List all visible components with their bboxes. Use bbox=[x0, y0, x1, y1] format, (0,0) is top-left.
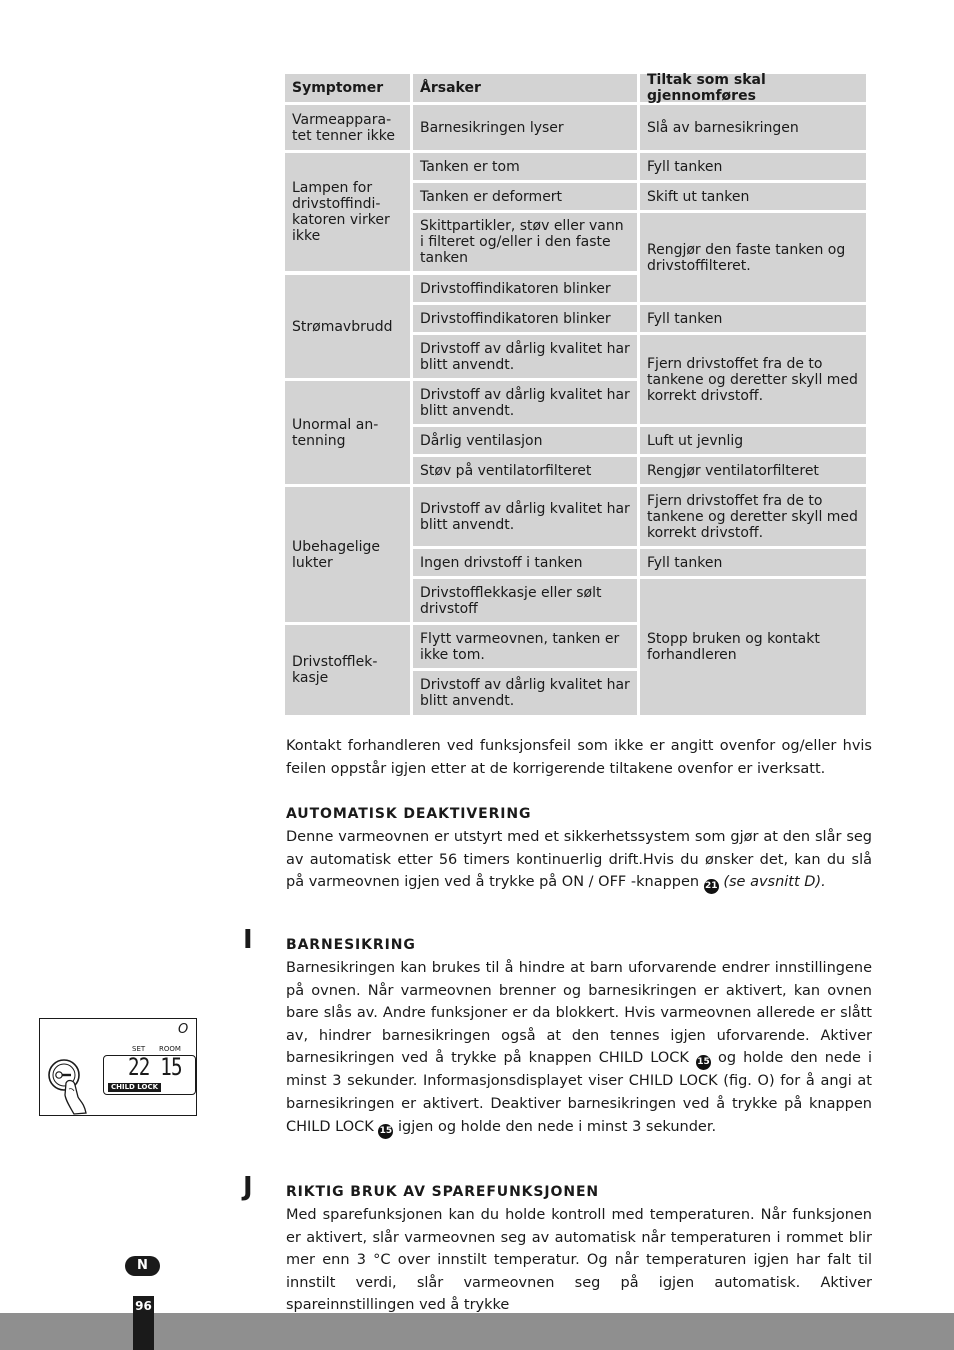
table-cause-cell: Ingen drivstoff i tanken bbox=[413, 549, 637, 576]
table-action-cell: Luft ut jevnlig bbox=[640, 427, 866, 454]
table-symptom-cell: Strømavbrudd bbox=[285, 275, 410, 378]
table-symptom-cell: Ubehagelige lukter bbox=[285, 487, 410, 622]
table-action-cell: Rengjør ventilatorfilteret bbox=[640, 457, 866, 484]
table-header-symptoms: Symptomer bbox=[285, 74, 410, 102]
table-action-cell: Skift ut tanken bbox=[640, 183, 866, 210]
table-action-cell: Stopp bruken og kontakt forhandleren bbox=[640, 579, 866, 715]
contact-paragraph: Kontakt forhandleren ved funksjonsfeil som ikke er angitt ovenfor og/eller hvis feilen oppstår igjen etter at de korrigerende tiltakene ovenfor er iverksatt. bbox=[286, 738, 872, 777]
table-cause-cell: Barnesikringen lyser bbox=[413, 105, 637, 150]
reference-number-badge: 21 bbox=[704, 879, 719, 894]
child-lock-paragraph: Barnesikringen kan brukes til å hindre at barn uforvarende endrer innstillingene på ovnen. Når varmeovnen brenner og barnesikringen er aktivert, kan ovnen bare slås av. Andre funksjoner er da blokkert. Hvis varmeovnen allerede er slått av, hindrer barnesikringen også at den tennes igjen uforvarende. Aktiver barnesikringen ved å trykke på knappen CHILD LOCK 15 og holde den nede i minst 3 sekunder. Informasjonsdisplayet viser CHILD LOCK (fig. O) for å angi at barnesikringen er aktivert. Deaktiver barnesikringen ved å trykke på knappen CHILD LOCK 15 igjen og holde den nede i minst 3 sekunder. bbox=[286, 957, 872, 1139]
table-cause-cell: Støv på ventilatorfilteret bbox=[413, 457, 637, 484]
table-cause-cell: Tanken er tom bbox=[413, 153, 637, 180]
reference-number-badge: 15 bbox=[378, 1124, 393, 1139]
table-cause-cell: Flytt varmeovnen, tanken er ikke tom. bbox=[413, 625, 637, 668]
section-letter-j: J bbox=[243, 1172, 253, 1202]
lcd-digits: 22 15 bbox=[128, 1053, 182, 1081]
table-header-causes: Årsaker bbox=[413, 74, 637, 102]
table-cause-cell: Drivstoffindikatoren blinker bbox=[413, 275, 637, 302]
table-header-actions: Tiltak som skal gjennomføres bbox=[640, 74, 866, 102]
table-action-cell: Fjern drivstoffet fra de to tankene og deretter skyll med korrekt drivstoff. bbox=[640, 487, 866, 546]
auto-deactivation-heading: AUTOMATISK DEAKTIVERING bbox=[286, 806, 532, 822]
table-action-cell: Fyll tanken bbox=[640, 305, 866, 332]
table-cause-cell: Drivstoff av dårlig kvalitet har blitt anvendt. bbox=[413, 381, 637, 424]
table-cause-cell: Drivstoff av dårlig kvalitet har blitt anvendt. bbox=[413, 671, 637, 715]
table-symptom-cell: Lampen for drivstoffindi- katoren virker ikke bbox=[285, 153, 410, 271]
child-lock-heading: BARNESIKRING bbox=[286, 937, 416, 953]
child-lock-indicator: CHILD LOCK bbox=[108, 1083, 161, 1092]
table-action-cell: Fjern drivstoffet fra de to tankene og deretter skyll med korrekt drivstoff. bbox=[640, 335, 866, 424]
table-action-cell: Rengjør den faste tanken og drivstoffilteret. bbox=[640, 213, 866, 302]
auto-deactivation-paragraph: Denne varmeovnen er utstyrt med et sikkerhetssystem som gjør at den slår seg av automatisk etter 56 timers kontinuerlig drift.Hvis du ønsker det, kan du slå på varmeovnen igjen ved å trykke på ON / OFF -knappen 21 (se avsnitt D). bbox=[286, 826, 872, 894]
troubleshooting-table bbox=[285, 74, 866, 715]
lcd-room-label: ROOM bbox=[159, 1045, 181, 1053]
economy-heading: RIKTIG BRUK AV SPAREFUNKSJONEN bbox=[286, 1184, 600, 1200]
table-cause-cell: Drivstofflekkasje eller sølt drivstoff bbox=[413, 579, 637, 622]
figure-label: O bbox=[178, 1022, 189, 1037]
table-symptom-cell: Drivstofflek- kasje bbox=[285, 625, 410, 715]
table-cause-cell: Drivstoff av dårlig kvalitet har blitt anvendt. bbox=[413, 487, 637, 546]
child-lock-button-icon bbox=[44, 1053, 100, 1115]
lcd-set-label: SET bbox=[132, 1045, 146, 1053]
table-action-cell: Slå av barnesikringen bbox=[640, 105, 866, 150]
table-cause-cell: Skittpartikler, støv eller vann i filteret og/eller i den faste tanken bbox=[413, 213, 637, 271]
reference-number-badge: 15 bbox=[696, 1055, 711, 1070]
table-symptom-cell: Unormal an- tenning bbox=[285, 381, 410, 484]
table-action-cell: Fyll tanken bbox=[640, 153, 866, 180]
page-number: 96 bbox=[133, 1296, 154, 1350]
table-cause-cell: Drivstoff av dårlig kvalitet har blitt anvendt. bbox=[413, 335, 637, 378]
table-cause-cell: Dårlig ventilasjon bbox=[413, 427, 637, 454]
table-symptom-cell: Varmeappara- tet tenner ikke bbox=[285, 105, 410, 150]
table-action-cell: Fyll tanken bbox=[640, 549, 866, 576]
economy-paragraph: Med sparefunksjonen kan du holde kontroll med temperaturen. Når funksjonen er aktivert, slår varmeovnen seg av automatisk når temperaturen i rommet blir mer enn 3 °C over innstilt temperatur. Og når temperaturen igjen har falt til innstilt verdi, slår varmeovnen seg på igjen automatisk. Aktiver spareinnstillingen ved å trykke bbox=[286, 1207, 872, 1314]
table-cause-cell: Drivstoffindikatoren blinker bbox=[413, 305, 637, 332]
figure-child-lock-display bbox=[39, 1018, 197, 1116]
table-cause-cell: Tanken er deformert bbox=[413, 183, 637, 210]
section-letter-i: I bbox=[243, 925, 253, 955]
language-badge: N bbox=[125, 1256, 160, 1276]
